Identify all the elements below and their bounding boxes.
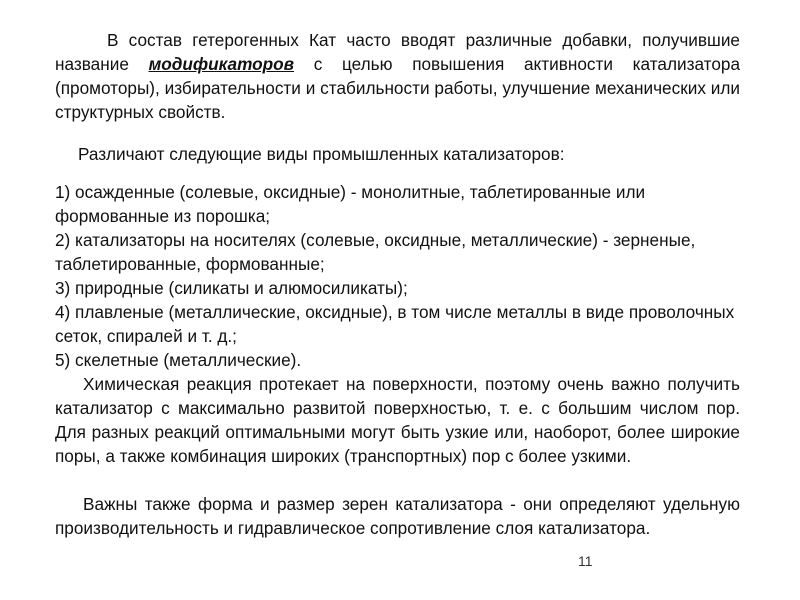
list-item: 5) скелетные (металлические). — [55, 350, 302, 370]
intro-paragraph — [55, 28, 740, 124]
surface-text: Химическая реакция протекает на поверхности, поэтому очень важно получить катализатор с максимально развитой поверхностью, т. е. с большим числом пор. Для разных реакций оптимальными могут быть узкие или, наоборот, более широкие поры, а также комбинация широких (транспортных) пор с более узкими. — [55, 374, 740, 466]
list-item: 3) природные (силикаты и алюмосиликаты); — [55, 278, 408, 298]
types-heading: Различают следующие виды промышленных катализаторов: — [78, 144, 565, 164]
list-item: 4) плавленые (металлические, оксидные), в том числе металлы в виде проволочных сеток, спиралей и т. д.; — [55, 302, 735, 346]
intro-text-before: В состав гетерогенных Кат часто вводят различные добавки, получившие название — [55, 30, 740, 74]
modifiers-term: модификаторов — [148, 54, 295, 74]
page-number: 11 — [578, 553, 593, 569]
grain-text: Важны также форма и размер зерен катализатора - они определяют удельную производительность и гидравлическое сопротивление слоя катализатора. — [55, 494, 740, 538]
list-item: 1) осажденные (солевые, оксидные) - монолитные, таблетированные или формованные из порошка; — [55, 182, 646, 226]
intro-text-after: с целью повышения активности катализатора (промоторы), избирательности и стабильности работы, улучшение механических или структурных свойств. — [55, 54, 741, 122]
grain-paragraph — [55, 492, 740, 540]
catalyst-types-list — [55, 180, 740, 372]
surface-paragraph — [55, 372, 740, 468]
list-item: 2) катализаторы на носителях (солевые, оксидные, металлические) - зерненые, таблетированные, формованные; — [55, 230, 696, 274]
